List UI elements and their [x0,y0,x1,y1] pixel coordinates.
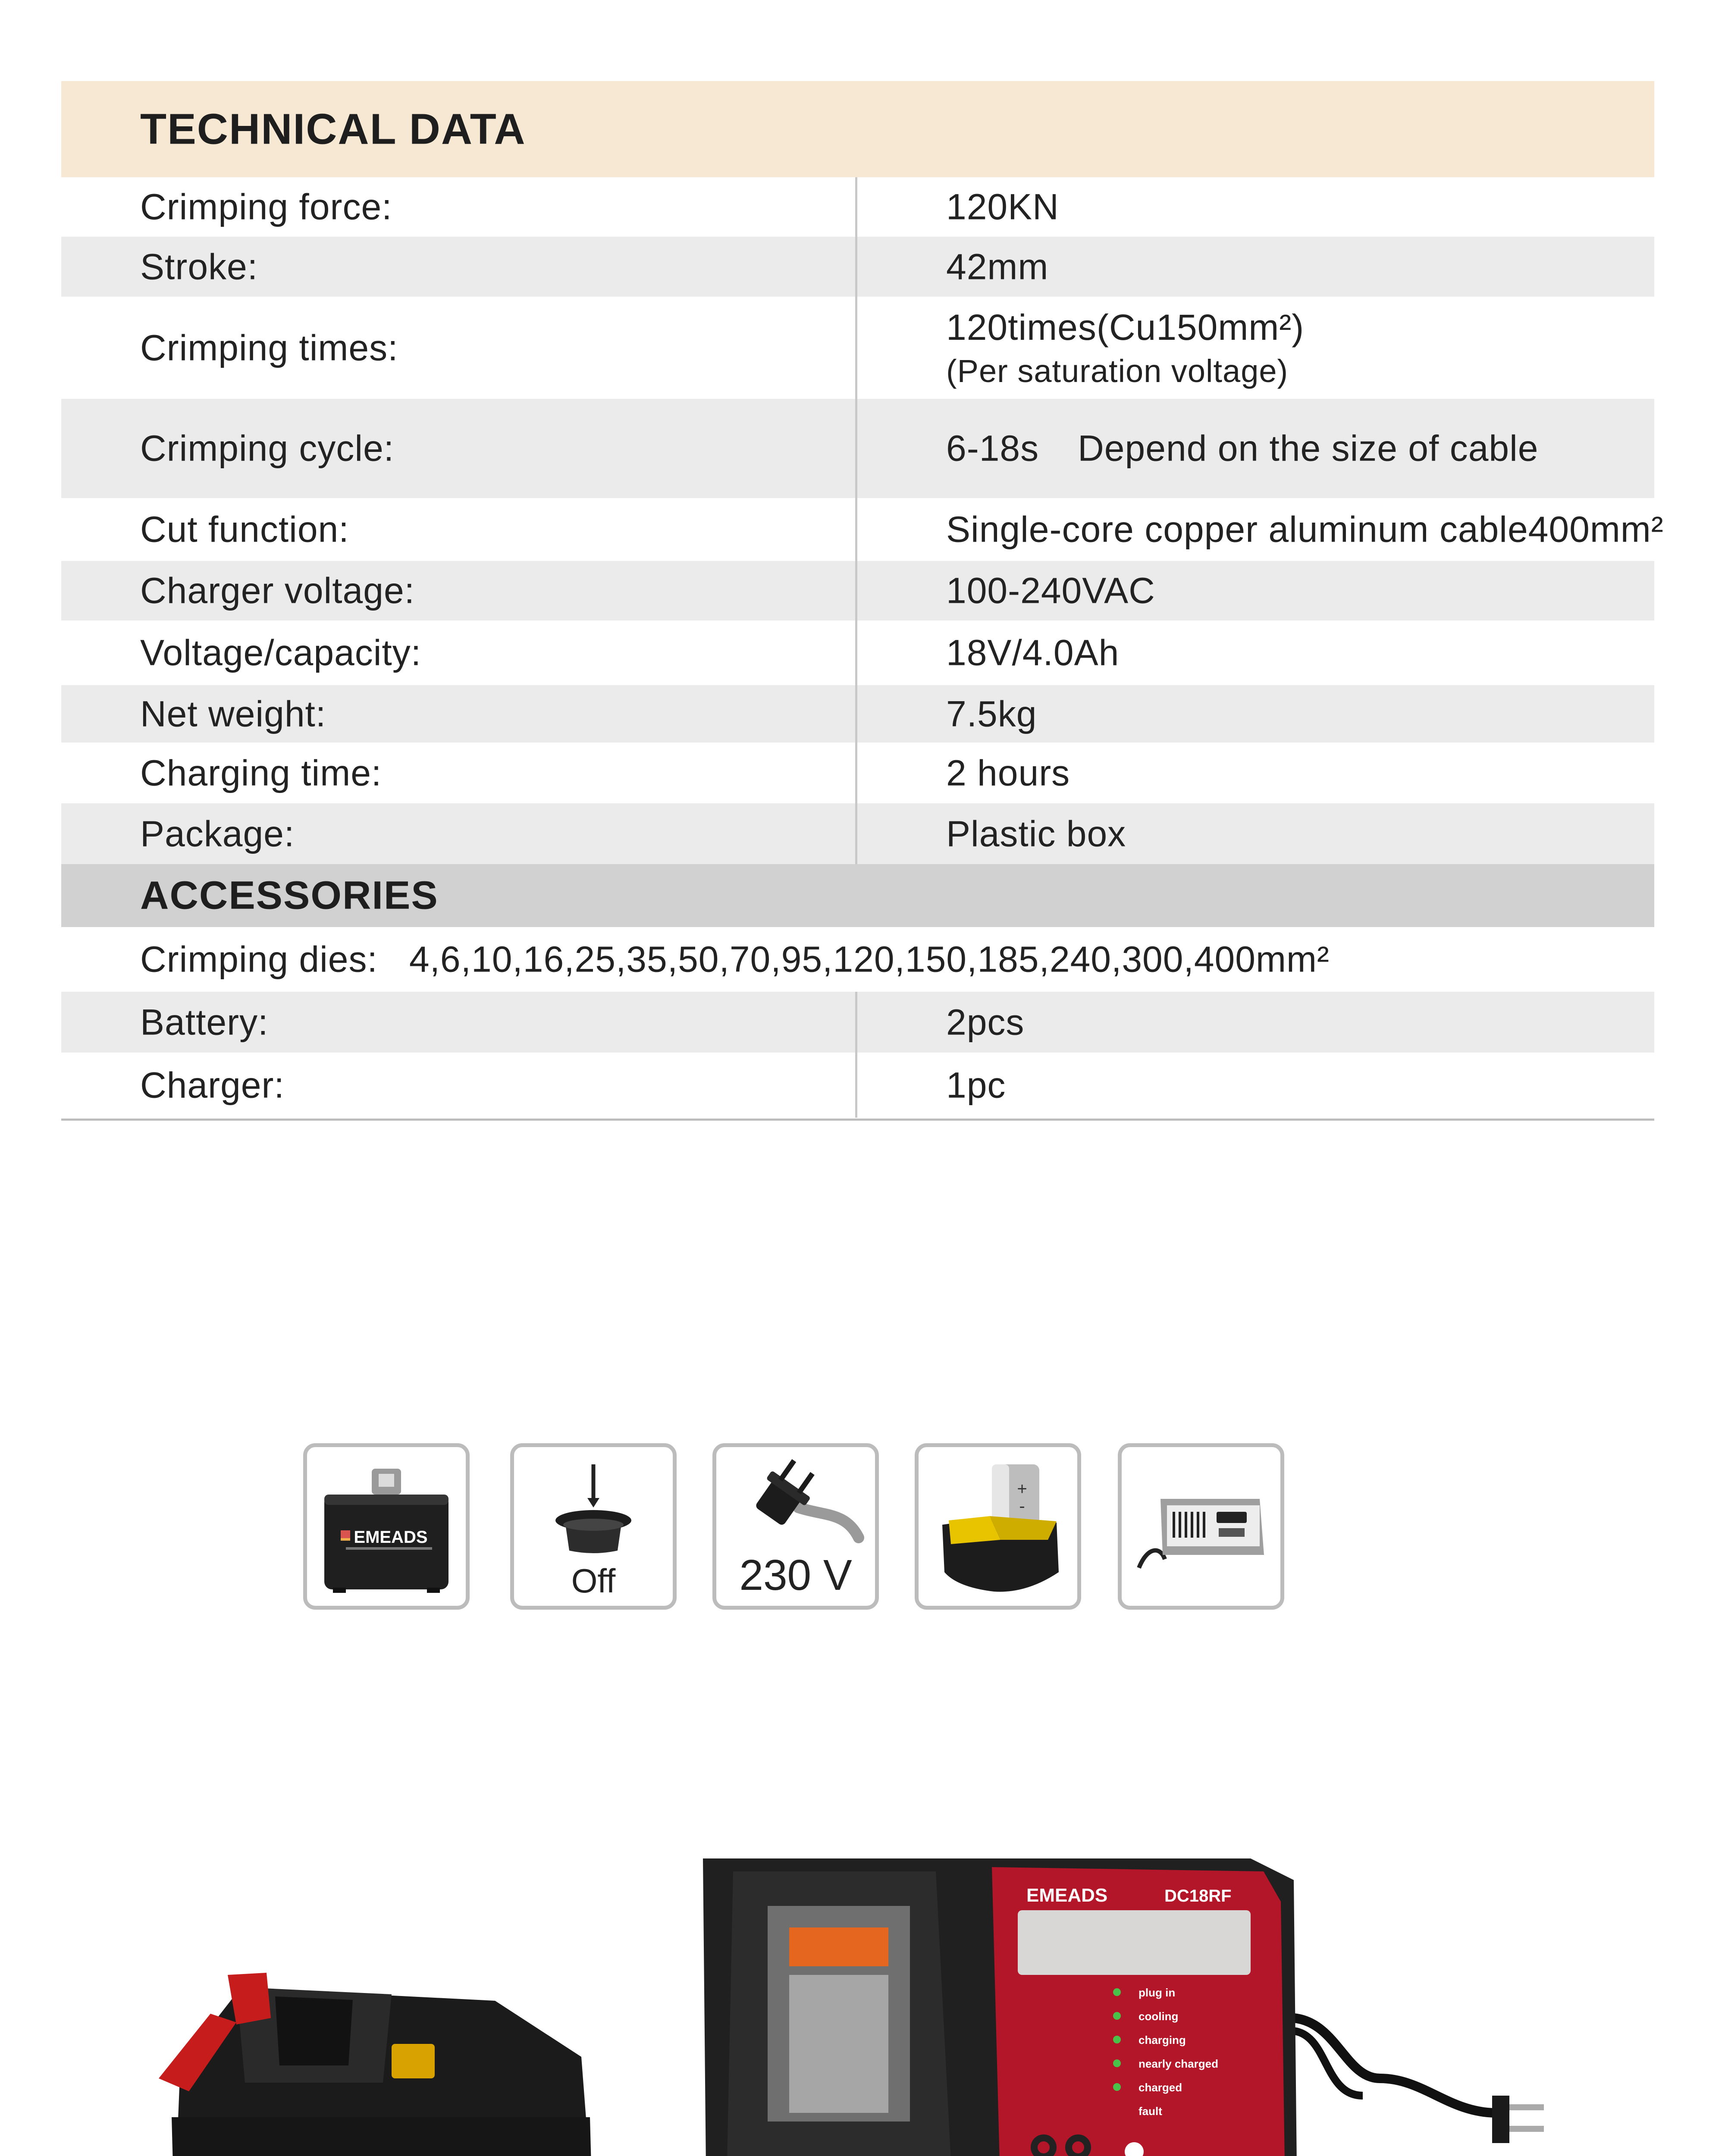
spec-value [946,428,1539,470]
voltage-label: 230 V [739,1551,852,1599]
column-divider [855,1053,857,1118]
spec-label [140,939,1330,981]
spec-label: Charger: [140,1065,285,1105]
spec-label: Voltage/capacity: [140,632,422,673]
spec-label: Package: [140,813,295,854]
spec-row-cut-function [61,498,1664,561]
column-divider [855,237,857,297]
spec-row-crimping-times [61,297,1654,399]
status-nearly-charged: nearly charged [1138,2057,1218,2070]
spec-label: Crimping force: [140,186,392,227]
status-charged: charged [1138,2081,1182,2094]
spec-label: Charger voltage: [140,570,415,611]
svg-text:+: + [1017,1479,1027,1498]
spec-value [946,307,1304,389]
spec-row-stroke [61,237,1654,297]
status-fault: fault [1138,2105,1162,2118]
spec-row-voltage-capacity [61,620,1654,685]
charger-icon [1118,1443,1284,1610]
spec-value: 2pcs [946,1002,1025,1042]
case-brand: EMEADS [354,1528,428,1547]
accessory-row-battery [61,992,1654,1053]
spec-table [61,81,1664,1118]
status-cooling: cooling [1138,2010,1179,2023]
charger-model: DC18RF [1164,1887,1232,1905]
column-divider [855,561,857,620]
battery-pack-icon [915,1443,1081,1610]
spec-row-crimping-force [61,177,1654,237]
spec-label: Crimping times: [140,327,398,368]
spec-label: Cut function: [140,509,349,550]
technical-data-header [61,81,1654,177]
spec-row-charging-time [61,743,1654,803]
battery-pack-photo [150,1936,642,2156]
accessories-header [61,864,1654,927]
spec-row-net-weight [61,685,1654,743]
column-divider [855,620,857,685]
spec-label: Net weight: [140,693,326,734]
spec-value: 18V/4.0Ah [946,632,1120,673]
spec-label: Stroke: [140,246,258,287]
charger-brand: EMEADS [1026,1885,1108,1906]
status-plug-in: plug in [1138,1986,1176,1999]
off-label: Off [571,1562,616,1600]
dies-value: 4,6,10,16,25,35,50,70,95,120,150,185,240,300,400mm² [409,939,1330,980]
spec-value-main: 6-18s [946,428,1039,469]
column-divider [855,498,857,561]
spec-value-main: 120times(Cu150mm²) [946,307,1305,348]
column-divider [855,685,857,743]
off-switch-icon [510,1443,677,1610]
column-divider [855,992,857,1053]
spec-label: Charging time: [140,752,382,793]
carry-case-icon [303,1443,470,1610]
spec-value: 7.5kg [946,693,1037,734]
spec-value-note: (Per saturation voltage) [946,353,1289,389]
spec-value: 120KN [946,186,1059,227]
technical-data-title: TECHNICAL DATA [140,105,526,153]
spec-value: 42mm [946,246,1049,287]
column-divider [855,297,857,399]
spec-label: Battery: [140,1002,269,1042]
column-divider [855,803,857,864]
column-divider [855,177,857,237]
spec-row-crimping-cycle [61,399,1654,498]
accessory-row-crimping-dies [61,927,1654,992]
spec-label: Crimping cycle: [140,428,395,469]
spec-row-charger-voltage [61,561,1654,620]
status-charging: charging [1138,2034,1186,2046]
table-bottom-rule [61,1119,1654,1121]
svg-text:-: - [1019,1497,1025,1516]
column-divider [855,743,857,803]
charger-photo [690,1854,1622,2156]
dies-label: Crimping dies: [140,939,378,980]
power-plug-icon [712,1443,879,1610]
spec-value-extra: Depend on the size of cable [1078,428,1539,469]
spec-value: Plastic box [946,813,1126,854]
accessory-row-charger [61,1053,1654,1118]
spec-row-package [61,803,1654,864]
column-divider [855,399,857,498]
spec-value: Single-core copper aluminum cable400mm² [946,509,1664,550]
spec-value: 2 hours [946,752,1070,793]
accessories-title: ACCESSORIES [140,873,439,918]
spec-value: 1pc [946,1065,1006,1105]
spec-value: 100-240VAC [946,570,1155,611]
